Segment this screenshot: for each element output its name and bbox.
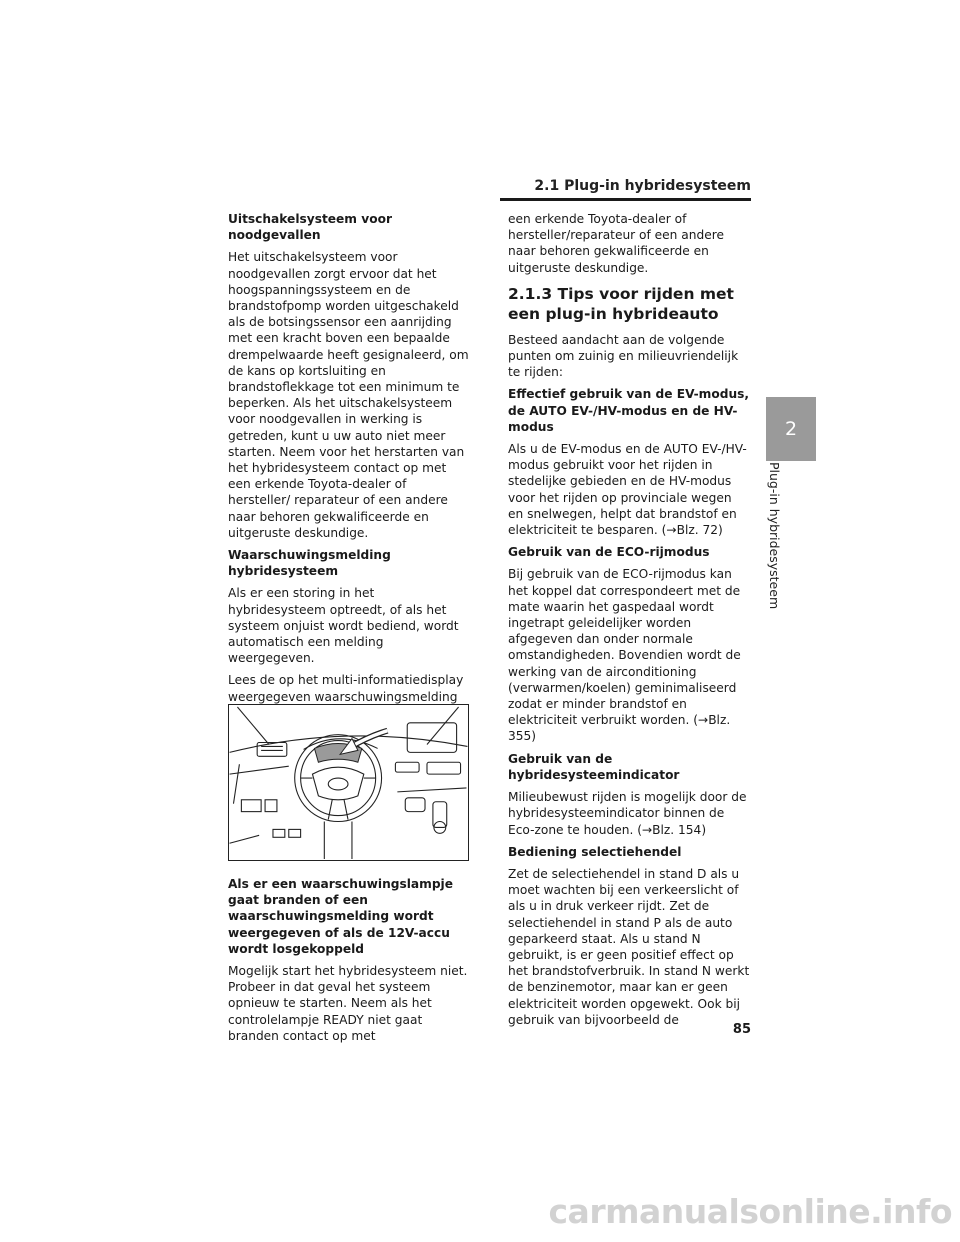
left-column [228, 211, 470, 1043]
paragraph-ev-modes: Als u de EV-modus en de AUTO EV-/HV-modus gebruikt voor het rijden in stedelijke gebieden en de HV-modus voor het rijden op provinciale wegen en snelwegen, helpt dat brandstof en elektriciteit te besparen. (→Blz. 72) [508, 442, 747, 538]
paragraph-tips-intro: Besteed aandacht aan de volgende punten om zuinig en milieuvriendelijk te rijden: [508, 332, 739, 380]
paragraph-warning-2: Lees de op het multi-informatiedisplay weergegeven waarschuwingsmelding [228, 673, 464, 704]
paragraph-hybrid-indicator: Milieubewust rijden is mogelijk door de hybridesysteemindicator binnen de Eco-zone te houden. (→Blz. 154) [508, 790, 747, 837]
paragraph-shift-lever: Zet de selectiehendel in stand D als u moet wachten bij een verkeerslicht of als u in druk verkeer rijdt. Zet de selectiehendel in stand P als de auto geparkeerd staat. Als u stand N gebruikt, is er geen positief effect op het brandstofverbruik. In stand N werkt de benzinemotor, maar kan er geen elektriciteit worden opgewekt. Ook bij gebruik van bijvoorbeeld de [508, 866, 750, 1027]
paragraph-warning-1: Als er een storing in het hybridesysteem optreedt, of als het systeem onjuist wordt bediend, wordt automatisch een melding weergegeven. [228, 586, 459, 666]
header-rule [500, 198, 751, 201]
dashboard-drawing [229, 705, 468, 860]
chapter-label [766, 462, 816, 622]
paragraph-dealer-continued: een erkende Toyota-dealer of hersteller/reparateur of een andere naar behoren gekwalificeerde en uitgeruste deskundige. [508, 212, 724, 275]
section-header: 2.1 Plug-in hybridesysteem [534, 178, 751, 194]
paragraph-eco-mode: Bij gebruik van de ECO-rijmodus kan het koppel dat correspondeert met de mate waarin het gaspedaal wordt ingetrapt geleidelijker worden afgegeven dan onder normale omstandigheden. Bovendien wordt de werking van de airconditioning (verwarmen/koelen) geminimaliseerd zodat er minder brandstof en elektriciteit verbruikt worden. (→Blz. 355) [508, 567, 741, 744]
section-heading-tips: 2.1.3 Tips voor rijden met een plug-in hybrideauto [508, 284, 734, 323]
dashboard-illustration [228, 704, 469, 861]
heading-hybrid-indicator: Gebruik van de hybridesysteemindicator [508, 751, 680, 782]
heading-warning-lamp: Als er een waarschuwingslampje gaat branden of een waarschuwingsmelding wordt weergegeven of als de 12V-accu wordt losgekoppeld [228, 877, 453, 956]
paragraph-warning-lamp: Mogelijk start het hybridesysteem niet. Probeer in dat geval het systeem opnieuw te starten. Neem als het controlelampje READY niet gaat branden contact op met [228, 964, 468, 1043]
chapter-label-text: Plug-in hybridesysteem [767, 462, 782, 610]
heading-shift-lever: Bediening selectiehendel [508, 844, 682, 859]
heading-warning-message: Waarschuwingsmelding hybridesysteem [228, 548, 391, 579]
paragraph-emergency-shutoff: Het uitschakelsysteem voor noodgevallen zorgt ervoor dat het hoogspanningssysteem en de brandstofpomp worden uitgeschakeld als de botsingssensor een aanrijding met een kracht boven een bepaalde drempelwaarde heeft gesignaleerd, om de kans op kortsluiting en brandstoflekkage tot een minimum te beperken. Als het uitschakelsysteem voor noodgevallen in werking is getreden, kunt u uw auto niet meer starten. Neem voor het herstarten van het hybridesysteem contact op met een erkende Toyota-dealer of hersteller/ reparateur of een andere naar behoren gekwalificeerde en uitgeruste deskundige. [228, 250, 469, 540]
left-column-after-figure [228, 876, 470, 1050]
page-number: 85 [732, 1022, 751, 1037]
heading-emergency-shutoff: Uitschakelsysteem voor noodgevallen [228, 212, 392, 243]
chapter-tab: 2 [766, 397, 816, 461]
watermark-logo: carmanualsonline.info [548, 1192, 952, 1231]
right-column [508, 211, 750, 1034]
heading-eco-mode: Gebruik van de ECO-rijmodus [508, 545, 710, 560]
heading-ev-modes: Effectief gebruik van de EV-modus, de AUTO EV-/HV-modus en de HV-modus [508, 387, 750, 434]
